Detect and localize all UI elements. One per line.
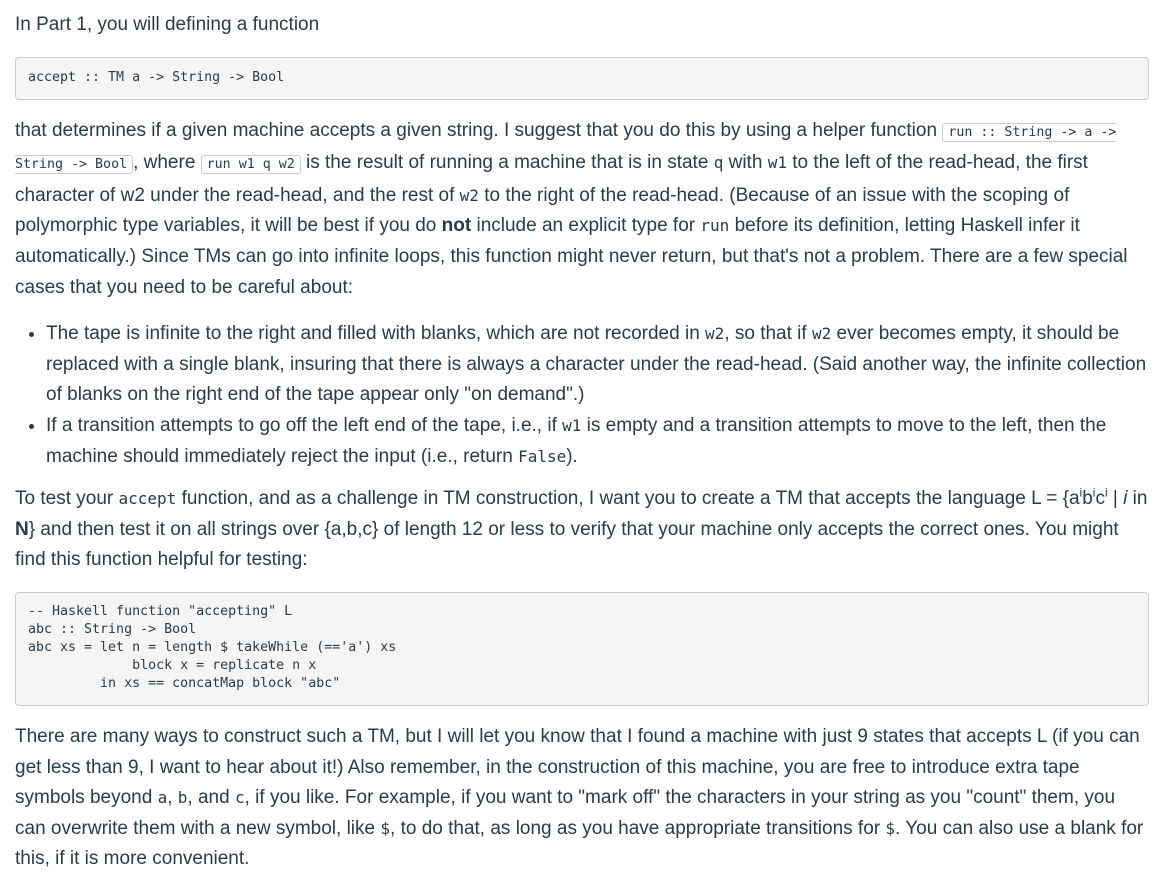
text: } and then test it on all strings over {a,b,c} of length 12 or less to verify that your machine only accepts the correct ones. You might find this function helpful for testing: bbox=[15, 518, 1119, 571]
bold-n: N bbox=[15, 518, 29, 540]
symbol-b-code: b bbox=[177, 788, 188, 808]
helper-function-paragraph bbox=[15, 116, 1149, 304]
run-call-inline-code: run w1 q w2 bbox=[201, 155, 301, 174]
test-language-paragraph bbox=[15, 484, 1149, 576]
symbol-a-code: a bbox=[157, 788, 168, 808]
text: . You can also use a blank for this, if it is more convenient. bbox=[15, 817, 1144, 870]
w1-code: w1 bbox=[562, 415, 582, 435]
text: to the left of the read-head, the first character of w2 under the read-head, and the rest of bbox=[15, 152, 1088, 206]
text: ). bbox=[566, 445, 578, 467]
intro-paragraph: In Part 1, you will defining a function bbox=[15, 14, 320, 35]
w2-code: w2 bbox=[459, 185, 479, 205]
text: , if you like. For example, if you want to "mark off" the characters in your string as you "count" them, you can overwrite them with a new symbol, like bbox=[15, 787, 1116, 839]
italic-i: i bbox=[1123, 488, 1128, 510]
symbol-dollar-code: $ bbox=[885, 818, 896, 838]
text: before its definition, letting Haskell infer it automatically.) Since TMs can go into infinite loops, this function might never return, but that's not a problem. There are a few special cases that you need to be careful about: bbox=[15, 215, 1128, 298]
w1-code: w1 bbox=[767, 153, 787, 173]
special-cases-list bbox=[15, 319, 1149, 472]
text: , and bbox=[187, 787, 235, 809]
w2-code: w2 bbox=[811, 324, 832, 344]
emphasis-not: not bbox=[441, 215, 472, 237]
text: , to do that, as long as you have appropriate transitions for bbox=[390, 817, 886, 839]
text: If a transition attempts to go off the left end of the tape, i.e., if bbox=[46, 414, 563, 436]
w2-code: w2 bbox=[705, 324, 725, 344]
accept-code: accept bbox=[118, 489, 177, 509]
abc-haskell-code-block: -- Haskell function "accepting" L abc :: String -> Bool abc xs = let n = length $ takeWhile (=='a') xs block x = replicate n x in xs == concatMap block "abc" bbox=[15, 592, 1149, 706]
text: , bbox=[167, 787, 178, 809]
text: The tape is infinite to the right and filled with blanks, which are not recorded in bbox=[46, 323, 706, 345]
text: , where bbox=[133, 152, 201, 174]
text: in bbox=[1127, 488, 1148, 510]
run-code: run bbox=[700, 216, 730, 236]
superscript-i: i bbox=[1079, 485, 1083, 500]
text: with bbox=[723, 152, 768, 174]
text: is empty and a transition attempts to move to the left, then the machine should immediately reject the input (i.e., return bbox=[46, 414, 1107, 467]
text: is the result of running a machine that is in state bbox=[300, 152, 714, 174]
text: , so that if bbox=[724, 323, 812, 345]
text: To test your bbox=[15, 488, 119, 510]
text: to the right of the read-head. (Because of an issue with the scoping of polymorphic type variables, it will be best if you do bbox=[15, 184, 1070, 237]
superscript-i: i bbox=[1104, 485, 1108, 500]
false-code: False bbox=[518, 446, 567, 466]
symbol-c-code: c bbox=[234, 788, 245, 808]
accept-type-signature-code: accept :: TM a -> String -> Bool bbox=[15, 57, 1149, 100]
text: b bbox=[1082, 488, 1093, 510]
list-item bbox=[46, 319, 1149, 411]
text: function, and as a challenge in TM construction, I want you to create a TM that accepts the language L = {a bbox=[176, 488, 1080, 510]
superscript-i: i bbox=[1092, 485, 1096, 500]
symbol-dollar-code: $ bbox=[380, 818, 391, 838]
text: | bbox=[1107, 488, 1124, 510]
list-item bbox=[46, 411, 1149, 472]
text: that determines if a given machine accepts a given string. I suggest that you do this by using a helper function bbox=[15, 119, 943, 141]
text: include an explicit type for bbox=[471, 215, 701, 237]
construction-hint-paragraph bbox=[15, 722, 1149, 875]
text: c bbox=[1095, 488, 1105, 510]
state-q-code: q bbox=[713, 153, 724, 173]
text: ever becomes empty, it should be replaced with a single blank, insuring that there is always a character under the read-head. (Said another way, the infinite collection of blanks on the right end of the tape appear only "on demand".) bbox=[46, 323, 1147, 406]
run-signature-inline-code: run :: String -> a -> String -> Bool bbox=[15, 124, 1117, 173]
text: There are many ways to construct such a TM, but I will let you know that I found a machine with just 9 states that accepts L (if you can get less than 9, I want to hear about it!) Also remember, in the construction of this machine, you are free to introduce extra tape symbols beyond bbox=[15, 725, 1140, 809]
